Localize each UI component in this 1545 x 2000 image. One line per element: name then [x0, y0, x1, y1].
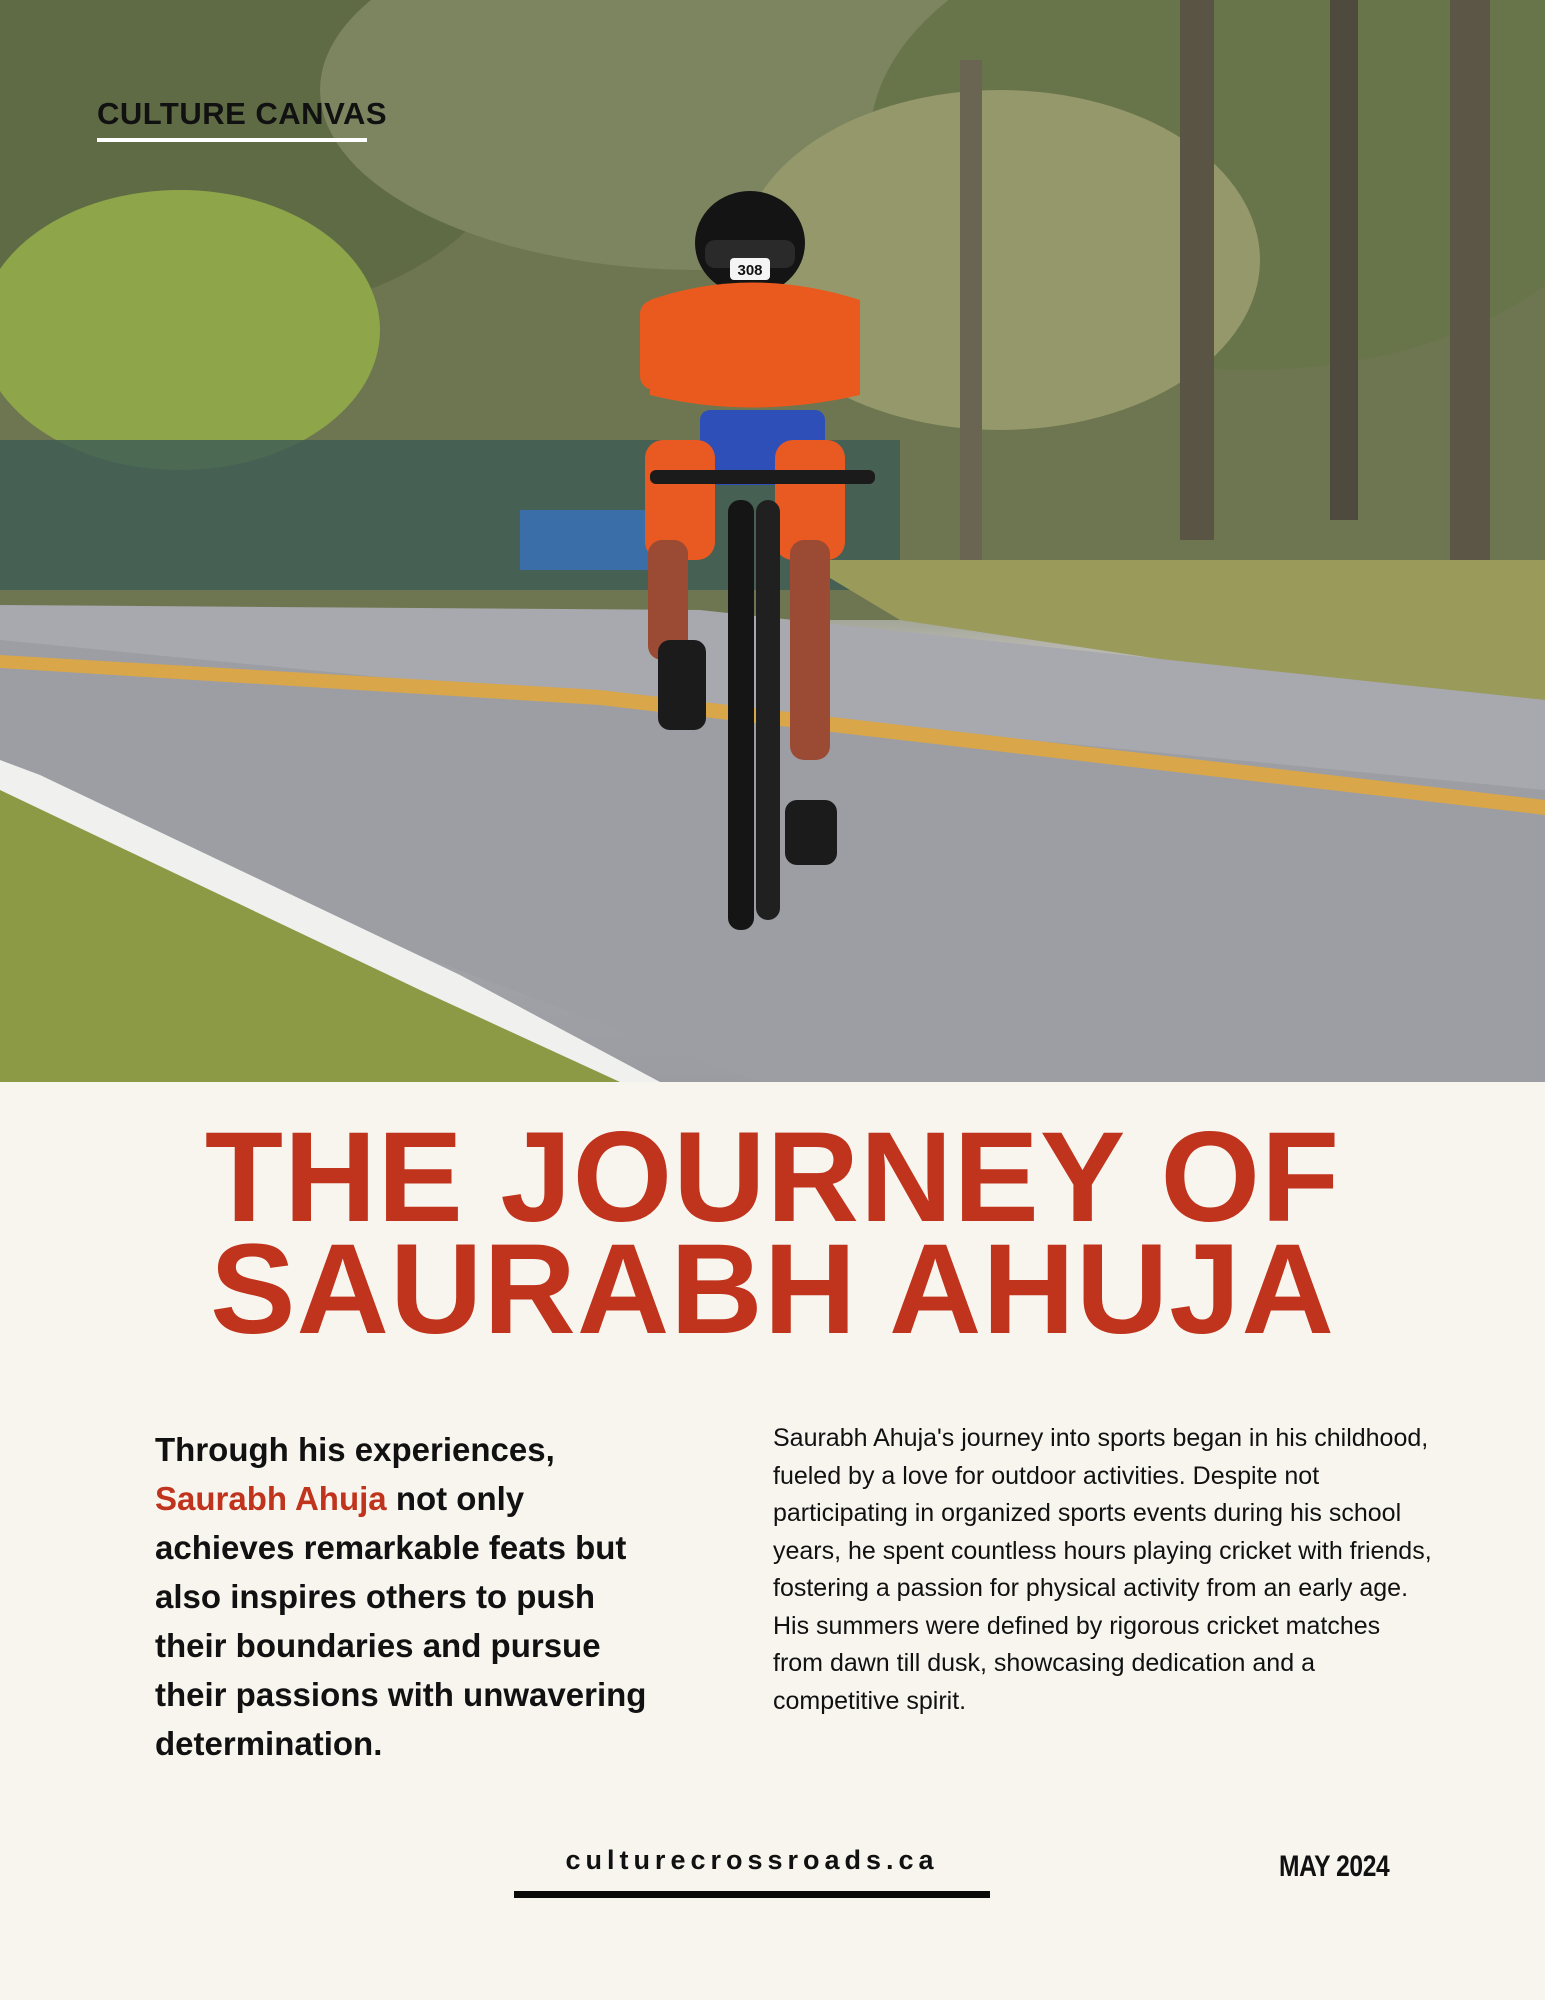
- url-underline: [514, 1891, 990, 1898]
- pull-quote-start: Through his experiences,: [155, 1431, 555, 1468]
- pull-quote: [155, 1425, 655, 1768]
- website-link[interactable]: culturecrossroads.ca: [565, 1845, 939, 1875]
- title-line-2: SAURABH AHUJA: [210, 1218, 1335, 1361]
- title-line-1: THE JOURNEY OF: [204, 1106, 1341, 1249]
- article-title: [0, 1106, 1545, 1361]
- brand-underline: [97, 138, 367, 142]
- issue-date: MAY 2024: [1279, 1850, 1390, 1883]
- bib-number: 308: [737, 262, 763, 279]
- pull-quote-end: not only achieves remarkable feats but also inspires others to push their boundaries and pursue their passions with unwavering determination.: [155, 1480, 647, 1762]
- article-body: Saurabh Ahuja's journey into sports began in his childhood, fueled by a love for outdoor activities. Despite not participating in organized sports events during his school years, he spent countless hours playing cricket with friends, fostering a passion for physical activity from an early age. His summers were defined by rigorous cricket matches from dawn till dusk, showcasing dedication and a competitive spirit.: [773, 1424, 1432, 1715]
- pull-quote-highlight: Saurabh Ahuja: [155, 1480, 387, 1517]
- brand-name: CULTURE CANVAS: [97, 96, 388, 131]
